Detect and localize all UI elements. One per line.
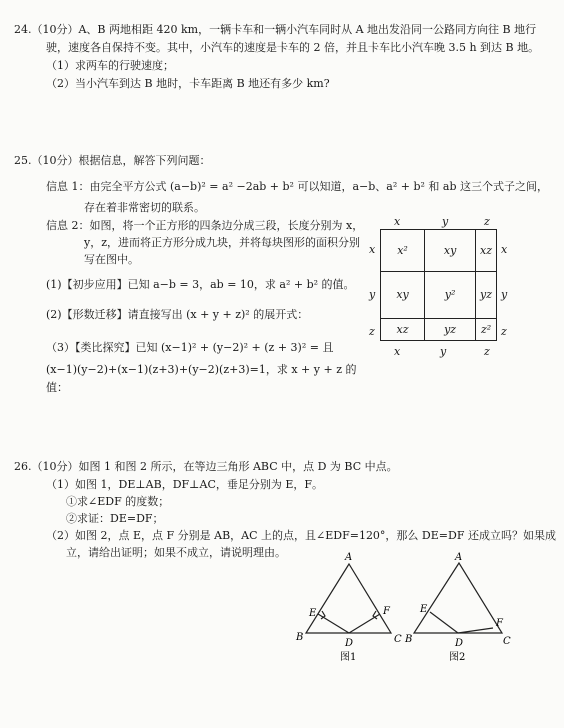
grid-bottom-x: x [394,345,401,358]
q24-part2: （2）当小汽车到达 B 地时，卡车距离 B 地还有多少 km? [46,77,330,90]
fig1-label-d: D [345,638,354,649]
grid-right-z: z [501,325,507,338]
fig1-df [349,614,380,633]
cell-y2: y² [425,272,476,319]
fig2-caption: 图2 [449,652,466,663]
fig1-label-c: C [394,634,402,645]
grid-bottom-y: y [440,345,447,358]
fig2-label-e: E [420,604,428,615]
fig1-label-f: F [383,606,390,617]
cell-x2: x² [381,230,425,272]
fig2-de [430,612,458,633]
figure-2 [414,563,502,633]
fig2-df [458,628,493,633]
grid-right-x: x [501,243,508,256]
fig2-label-d: D [455,638,464,649]
cell-xz-1: xz [476,230,497,272]
q26-heading: 26.（10分）如图 1 和图 2 所示，在等边三角形 ABC 中，点 D 为 BC 中点。 [14,460,398,473]
grid-right-y: y [501,288,508,301]
cell-xz-2: xz [381,318,425,340]
fig2-label-b: B [405,634,413,645]
q25-info2a: 信息 2：如图，将一个正方形的四条边分成三段，长度分别为 x， [46,219,364,232]
fig1-caption: 图1 [340,652,357,663]
q25-part2: (2)【形数迁移】请直接写出 (x + y + z)² 的展开式： [46,308,309,321]
q26-part1: （1）如图 1，DE⊥AB，DF⊥AC，垂足分别为 E，F。 [46,478,324,491]
fig1-triangle [306,564,391,633]
fig2-triangle [414,563,502,633]
q25-part3c: 值： [46,381,68,394]
q25-part3: （3）【类比探究】已知 (x−1)² + (y−2)² + (z + 3)² = 且 [46,341,334,354]
q26-part2: （2）如图 2，点 E，点 F 分别是 AB，AC 上的点，且∠EDF=120°，那么 DE=DF 还成立吗？如果成 [46,529,556,542]
fig1-label-e: E [309,608,317,619]
fig1-label-a: A [345,552,353,563]
cell-z2: z² [476,318,497,340]
cell-yz-2: yz [425,318,476,340]
fig1-label-b: B [296,632,304,643]
cell-xy-2: xy [381,272,425,319]
grid-top-x: x [394,215,401,228]
q24-heading: 24.（10分）A、B 两地相距 420 km，一辆卡车和一辆小汽车同时从 A 地出发沿同一公路同方向往 B 地行 [14,23,537,36]
grid-top-z: z [484,215,490,228]
cell-xy-1: xy [425,230,476,272]
grid-left-x: x [369,243,376,256]
q26-part2b: 立，请给出证明；如果不成立，请说明理由。 [66,546,286,559]
grid-left-y: y [369,288,376,301]
q25-part3b: (x−1)(y−2)+(x−1)(z+3)+(y−2)(z+3)=1，求 x + y + z 的 [46,363,357,376]
q25-info1: 信息 1：由完全平方公式 (a−b)² = a² −2ab + b² 可以知道，a−b、a² + b² 和 ab 这三个式子之间， [46,180,548,193]
fig2-label-f: F [496,618,503,629]
figure-1 [306,564,391,633]
q24-line2: 驶，速度各自保持不变。其中，小汽车的速度是卡车的 2 倍，并且卡车比小汽车晚 3.5 h 到达 B 地。 [46,41,540,54]
grid-bottom-z: z [484,345,490,358]
cell-yz-1: yz [476,272,497,319]
q26-part1b: ②求证：DE=DF； [66,512,164,525]
fig2-label-c: C [503,636,511,647]
q26-part1a: ①求∠EDF 的度数； [66,495,170,508]
q25-heading: 25.（10分）根据信息，解答下列问题： [14,154,211,167]
q25-part1: (1)【初步应用】已知 a−b = 3，ab = 10，求 a² + b² 的值。 [46,278,355,291]
q25-info2b: y，z，进而将正方形分成九块，并将每块图形的面积分别 [84,236,361,249]
grid-top-y: y [442,215,449,228]
fig1-de [318,614,349,633]
q25-info1b: 存在着非常密切的联系。 [84,201,205,214]
grid-left-z: z [369,325,375,338]
q25-info2c: 写在图中。 [84,253,139,266]
q24-part1: （1）求两车的行驶速度； [46,59,174,72]
fig2-label-a: A [455,552,463,563]
